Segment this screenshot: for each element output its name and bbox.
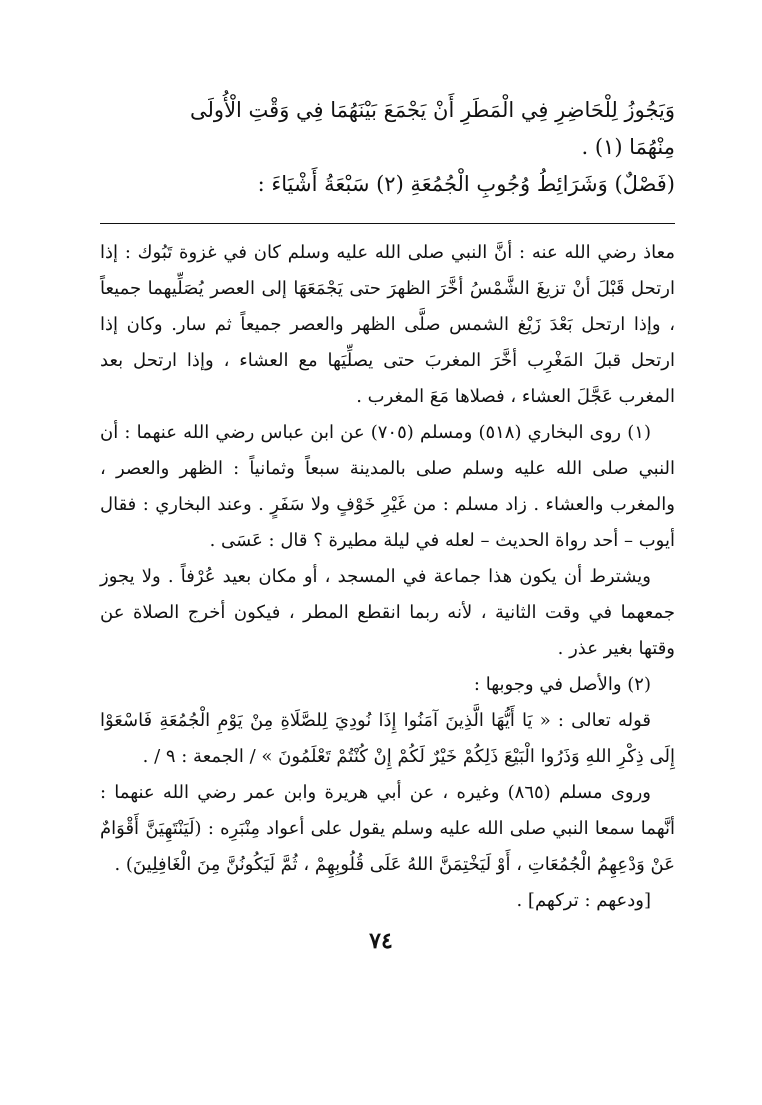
main-text-line: وَيَجُوزُ لِلْحَاضِرِ فِي الْمَطَرِ أَنْ يَجْمَعَ بَيْنَهُمَا فِي وَقْتِ الْأُولَى bbox=[190, 98, 675, 122]
footnote-2-gloss: [ودعهم : تركهم] . bbox=[516, 890, 651, 911]
main-text bbox=[100, 92, 675, 203]
footnote-1-continued: ويشترط أن يكون هذا جماعة في المسجد ، أو مكان بعيد عُرْفاً . ولا يجوز جمعهما في وقت الثانية ، لأنه ربما انقطع المطر ، فيكون أخرج الصلاة عن وقتها بغير عذر . bbox=[100, 566, 675, 659]
page-number: ٧٤ bbox=[369, 928, 393, 954]
footnote-2-verse: قوله تعالى : « يَا أَيُّهَا الَّذِينَ آمَنُوا إِذَا نُودِيَ لِلصَّلَاةِ مِنْ يَوْمِ الْجُمُعَةِ فَاسْعَوْا إِلَى ذِكْرِ اللهِ وَذَرُوا الْبَيْعَ ذَلِكُمْ خَيْرٌ لَكُمْ إِنْ كُنْتُمْ تَعْلَمُونَ » / الجمعة : ٩ / . bbox=[100, 710, 675, 767]
footnote-separator bbox=[100, 223, 675, 224]
footnote-2-intro: (٢) والأصل في وجوبها : bbox=[473, 674, 651, 695]
footnote-continuation: معاذ رضي الله عنه : أنَّ النبي صلى الله عليه وسلم كان في غزوة تَبُوك : إذا ارتحل قَبْلَ أنْ تزيغَ الشَّمْسُ أخَّرَ الظهرَ حتى يَجْمَعَهَا إلى العصر يُصَلِّيهما جميعاً ، وإذا ارتحل بَعْدَ زَيْغ الشمس صلَّى الظهر والعصر جميعاً ثم سار. وكان إذا ارتحل قبلَ المَغْرِب أخَّرَ المغربَ حتى يصلِّيَها مع العشاء ، وإذا ارتحل بعد المغرب عَجَّلَ العشاء ، فصلاها مَعَ المغرب . bbox=[100, 242, 675, 407]
footnote-1: (١) روى البخاري (٥١٨) ومسلم (٧٠٥) عن ابن عباس رضي الله عنهما : أن النبي صلى الله عليه وسلم صلى بالمدينة سبعاً وثمانياً : الظهر والعصر ، والمغرب والعشاء . زاد مسلم : من غَيْرِ خَوْفٍ ولا سَفَرٍ . وعند البخاري : فقال أيوب – أحد رواة الحديث – لعله في ليلة مطيرة ؟ قال : عَسَى . bbox=[100, 422, 675, 551]
footnotes bbox=[100, 235, 675, 919]
section-heading: (فَصْلٌ) وَشَرَائِطُ وُجُوبِ الْجُمُعَةِ (٢) سَبْعَةُ أَشْيَاءَ : bbox=[257, 172, 675, 196]
footnote-2-hadith: وروى مسلم (٨٦٥) وغيره ، عن أبي هريرة وابن عمر رضي الله عنهما : أنَّهما سمعا النبي صلى الله عليه وسلم يقول على أعواد مِنْبَرِه : (لَيَنْتَهِيَنَّ أَقْوَامٌ عَنْ وَدْعِهِمُ الْجُمُعَاتِ ، أَوْ لَيَخْتِمَنَّ اللهُ عَلَى قُلُوبِهِمْ ، ثُمَّ لَيَكُونُنَّ مِنَ الْغَافِلِينَ) . bbox=[100, 782, 675, 875]
main-text-line: مِنْهُمَا (١) . bbox=[581, 135, 675, 159]
